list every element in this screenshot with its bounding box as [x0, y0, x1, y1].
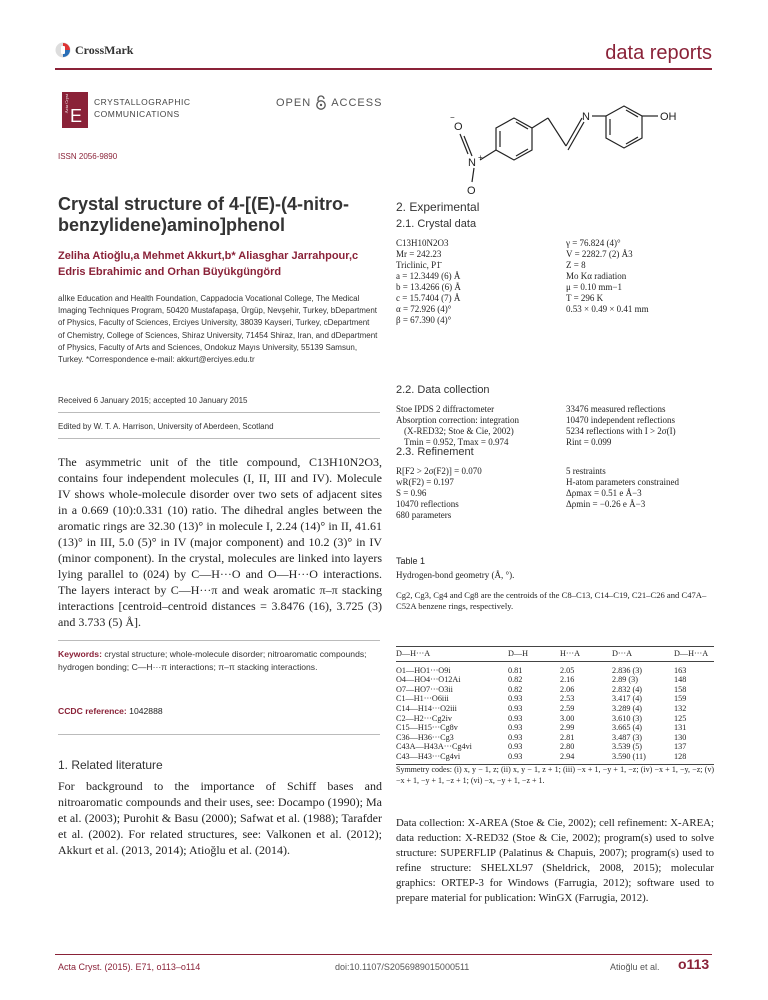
- software-note: Data collection: X-AREA (Stoe & Cie, 2002); cell refinement: X-AREA; data reduction: X-RED32 (Stoe & Cie, 2002); program(s) used to solve structure: SUPERFLIP (Palatinus & Chapuis, 2007); program(s) used to refine structure: SHELXL97 (Sheldrick, 2008, 2015); molecular graphics: ORTEP-3 for Windows (Farrugia, 2012); software used to prepare material for publication: WinGX (Farrugia, 2012).: [396, 817, 714, 904]
- received-dates: Received 6 January 2015; accepted 10 January 2015: [58, 396, 248, 405]
- footer-citation: Acta Cryst. (2015). E71, o113–o114: [58, 962, 201, 972]
- table-cell: 2.832 (4): [612, 684, 643, 694]
- crystal-data-item: Triclinic, P1̄: [396, 260, 441, 270]
- table-cell: 3.539 (5): [612, 742, 643, 752]
- table-cell: 125: [674, 713, 687, 723]
- editor-note: Edited by W. T. A. Harrison, University of Aberdeen, Scotland: [58, 422, 274, 431]
- scheme-label: O: [454, 121, 463, 133]
- keywords-label: Keywords:: [58, 649, 102, 659]
- table-row: [396, 723, 714, 733]
- table-cell: 2.99: [560, 723, 575, 733]
- open-access-word-1: OPEN: [276, 97, 312, 109]
- scheme-label: O: [467, 185, 476, 197]
- keywords: [58, 648, 382, 674]
- crystal-data-heading: 2.1. Crystal data: [396, 218, 477, 230]
- data-collection-item: Stoe IPDS 2 diffractometer: [396, 404, 495, 414]
- refinement-item: R[F2 > 2σ(F2)] = 0.070: [396, 466, 482, 476]
- table-cell: 2.89 (3): [612, 675, 638, 685]
- table-cell: 3.665 (4): [612, 723, 643, 733]
- data-collection-item: Tmin = 0.952, Tmax = 0.974: [404, 437, 509, 447]
- table-row: [396, 675, 714, 685]
- table-row: [396, 704, 714, 714]
- crystal-data-item: b = 13.4266 (6) Å: [396, 282, 461, 292]
- table-caption: Hydrogen-bond geometry (Å, °).: [396, 570, 515, 580]
- article-title: Crystal structure of 4-[(E)-(4-nitro-benzylidene)amino]phenol: [58, 194, 350, 235]
- affiliations: aİlke Education and Health Foundation, Cappadocia Vocational College, The Medical Imaging Techniques Program, 50420 Mustafapaşa, Ürgüp, Nevşehir, Turkey, bDepartment of Physics, Faculty of Sciences, Erciyes University, 38039 Kayseri, Turkey, cDepartment of Chemistry, College of Sciences, Shiraz University, 71454 Shiraz, Iran, and dDepartment of Physics, Faculty of Arts and Sciences, Ondokuz Mayıs University, 55139 Samsun, Turkey. *Correspondence e-mail: akkurt@erciyes.edu.tr: [58, 294, 378, 365]
- table-row: [396, 752, 714, 764]
- issn: ISSN 2056-9890: [58, 152, 118, 161]
- chemical-structure-scheme: [396, 90, 696, 202]
- open-access-icon: [315, 95, 327, 111]
- table-cell: O4—HO4···O12Ai: [396, 675, 461, 685]
- header-rule: [55, 68, 712, 70]
- table-cell: 3.289 (4): [612, 703, 643, 713]
- table-cell: 0.93: [508, 713, 523, 723]
- refinement-item: Δρmax = 0.51 e Å−3: [566, 488, 642, 498]
- table-row: [396, 742, 714, 752]
- section-title: data reports: [605, 42, 712, 64]
- table-cell: C43A—H43A···Cg4vi: [396, 742, 472, 752]
- crystal-data-item: γ = 76.824 (4)°: [566, 238, 621, 248]
- refinement-item: Δρmin = −0.26 e Å−3: [566, 499, 646, 509]
- crystal-data-item: Mo Kα radiation: [566, 271, 627, 281]
- table-cell: 3.610 (3): [612, 713, 643, 723]
- crystal-data-item: μ = 0.10 mm−1: [566, 282, 622, 292]
- divider: [58, 438, 380, 439]
- author-line-1: Zeliha Atioğlu,a Mehmet Akkurt,b* Aliasghar Jarrahpour,c: [58, 250, 359, 262]
- crystal-data-right: [566, 238, 649, 315]
- page-number: o113: [678, 956, 710, 972]
- crystal-data-item: c = 15.7404 (7) Å: [396, 293, 461, 303]
- table-cell: 2.80: [560, 742, 575, 752]
- table-cell: 3.417 (4): [612, 694, 643, 704]
- table-cell: 159: [674, 694, 687, 704]
- table-cell: 2.94: [560, 752, 612, 764]
- refinement-item: 10470 reflections: [396, 499, 459, 509]
- table-cell: 3.487 (3): [612, 732, 643, 742]
- journal-name-line-2: COMMUNICATIONS: [94, 109, 180, 119]
- data-collection-item: (X-RED32; Stoe & Cie, 2002): [404, 426, 514, 436]
- hydrogen-bond-table: [396, 646, 714, 765]
- table-header-cell: D—H···A: [396, 647, 508, 662]
- crystal-data-item: 0.53 × 0.49 × 0.41 mm: [566, 304, 649, 314]
- refinement-item: H-atom parameters constrained: [566, 477, 679, 487]
- data-collection-left: [396, 404, 519, 448]
- table-row: [396, 661, 714, 675]
- crystal-data-item: T = 296 K: [566, 293, 604, 303]
- refinement-left: [396, 466, 482, 521]
- table-cell: 0.93: [508, 752, 560, 764]
- open-access-label: [276, 95, 382, 111]
- refinement-item: wR(F2) = 0.197: [396, 477, 454, 487]
- table-cell: 130: [674, 732, 687, 742]
- data-collection-item: 5234 reflections with I > 2σ(I): [566, 426, 676, 436]
- table-cell: 148: [674, 675, 687, 685]
- table-cell: 3.590 (11): [612, 752, 674, 764]
- crystal-data-item: Z = 8: [566, 260, 586, 270]
- data-collection-item: 10470 independent reflections: [566, 415, 675, 425]
- refinement-item: S = 0.96: [396, 488, 427, 498]
- author-list: [58, 248, 378, 280]
- data-collection-heading: 2.2. Data collection: [396, 384, 490, 396]
- ccdc-reference: [58, 706, 163, 716]
- table-cell: C36—H36···Cg3: [396, 732, 454, 742]
- table-cell: O1—HO1···O9i: [396, 665, 451, 675]
- abstract: The asymmetric unit of the title compound, C13H10N2O3, contains four independent molecules (I, II, III and IV). Molecule IV shows whole-molecule disorder over two sets of adjacent sites in a 0.669 (10):0.331 (10) ratio. The dihedral angles between the aromatic rings are 32.30 (13)° in molecule I, 2.24 (14)° in II, 41.61 (13)° in III, 5.0 (5)° in IV (major component) and 10.2 (3)° in IV (minor component). In the crystal, molecules are linked into layers lying parallel to (024) by C—H···O and O—H···O interactions. The layers interact by C—H···π and weak aromatic π–π stacking interactions [centroid–centroid distances = 3.8476 (16), 3.725 (3) and 3.733 (5) Å].: [58, 455, 382, 629]
- crossmark-icon: [55, 42, 71, 58]
- crystal-data-item: β = 67.390 (4)°: [396, 315, 452, 325]
- table-cell: 0.82: [508, 675, 523, 685]
- crossmark-label: CrossMark: [75, 42, 134, 57]
- footer-author: Atioğlu et al.: [610, 962, 660, 972]
- ccdc-label: CCDC reference:: [58, 706, 127, 716]
- footer-rule: [55, 954, 712, 955]
- table-cell: C1—H1···O6iii: [396, 694, 449, 704]
- table-cell: C43—H43···Cg4vi: [396, 752, 508, 764]
- data-collection-right: [566, 404, 676, 448]
- ccdc-number: 1042888: [129, 706, 163, 716]
- author-line-2: Edris Ebrahimic and Orhan Büyükgüngörd: [58, 266, 282, 278]
- table-cell: 0.82: [508, 684, 523, 694]
- divider: [58, 640, 380, 641]
- symmetry-codes: Symmetry codes: (i) x, y − 1, z; (ii) x, y − 1, z + 1; (iii) −x + 1, −y + 1, −z; (iv) −x + 1, −y, −z; (v) −x + 1, −y + 1, −z + 1; (vi) −x, −y + 1, −z + 1.: [396, 765, 714, 785]
- table-row: [396, 685, 714, 695]
- table-header-row: [396, 647, 714, 662]
- table-cell: 0.81: [508, 665, 523, 675]
- scheme-label: −: [450, 113, 455, 122]
- keywords-text: crystal structure; whole-molecule disorder; nitroaromatic compounds; hydrogen bonding; C—H···π interactions; π–π stacking interactions.: [58, 649, 367, 672]
- table-cell: 2.59: [560, 703, 575, 713]
- journal-badge-small: Acta Cryst: [64, 94, 69, 114]
- crystal-data-item: C13H10N2O3: [396, 238, 449, 248]
- experimental-heading: 2. Experimental: [396, 200, 480, 214]
- table-cell: 2.05: [560, 665, 575, 675]
- table-note: Cg2, Cg3, Cg4 and Cg8 are the centroids of the C8–C13, C14–C19, C21–C26 and C47A–C52A benzene rings, respectively.: [396, 590, 707, 611]
- data-collection-item: Absorption correction: integration: [396, 415, 519, 425]
- scheme-label: +: [478, 153, 483, 162]
- table-row: [396, 733, 714, 743]
- crystal-data-item: a = 12.3449 (6) Å: [396, 271, 461, 281]
- table-row: [396, 694, 714, 704]
- scheme-label: OH: [660, 111, 677, 123]
- crystal-data-item: Mr = 242.23: [396, 249, 442, 259]
- divider: [58, 734, 380, 735]
- crystal-data-left: [396, 238, 461, 326]
- table-cell: C2—H2···Cg2iv: [396, 713, 452, 723]
- table-cell: 163: [674, 665, 687, 675]
- crystal-data-item: V = 2282.7 (2) Å3: [566, 249, 633, 259]
- table-cell: 0.93: [508, 723, 523, 733]
- table-cell: 128: [674, 752, 714, 764]
- table-cell: 0.93: [508, 742, 523, 752]
- table-cell: C14—H14···O2iii: [396, 703, 457, 713]
- open-access-word-2: ACCESS: [331, 97, 383, 109]
- table-row: [396, 714, 714, 724]
- table-cell: 2.16: [560, 675, 575, 685]
- crossmark-link[interactable]: [55, 42, 133, 58]
- scheme-label: N: [582, 111, 590, 123]
- table-cell: 131: [674, 723, 687, 733]
- table-title: Table 1: [396, 556, 426, 566]
- table-cell: 137: [674, 742, 687, 752]
- table-cell: O7—HO7···O3ii: [396, 684, 453, 694]
- related-literature-text: For background to the importance of Schiff bases and nitroaromatic compounds and their uses, see: Docampo (1990); Ma et al. (2003); Purohit & Basu (2000); Safwat et al. (1988); Tarafder et al. (2002). For related structures, see: Valkonen et al. (2012); Akkurt et al. (2013, 2014); Atioğlu et al. (2014).: [58, 779, 382, 857]
- refinement-item: 5 restraints: [566, 466, 606, 476]
- table-header-cell: H···A: [560, 647, 612, 662]
- table-cell: C15—H15···Cg8v: [396, 723, 458, 733]
- journal-badge-letter: E: [70, 106, 83, 126]
- table-cell: 0.93: [508, 732, 523, 742]
- footer-doi[interactable]: doi:10.1107/S2056989015000511: [335, 962, 470, 972]
- journal-name: [94, 96, 191, 120]
- table-header-cell: D···A: [612, 647, 674, 662]
- divider: [58, 412, 380, 413]
- table-cell: 132: [674, 703, 687, 713]
- scheme-label: N: [468, 157, 476, 169]
- data-collection-item: Rint = 0.099: [566, 437, 612, 447]
- refinement-right: [566, 466, 679, 510]
- table-cell: 2.06: [560, 684, 575, 694]
- data-collection-item: 33476 measured reflections: [566, 404, 666, 414]
- refinement-item: 680 parameters: [396, 510, 452, 520]
- journal-badge: [62, 92, 88, 128]
- table-header-cell: D—H: [508, 647, 560, 662]
- table-cell: 0.93: [508, 694, 523, 704]
- table-cell: 3.00: [560, 713, 575, 723]
- table-header-cell: D—H···A: [674, 647, 714, 662]
- journal-name-line-1: CRYSTALLOGRAPHIC: [94, 97, 191, 107]
- table-cell: 2.836 (3): [612, 665, 643, 675]
- crystal-data-item: α = 72.926 (4)°: [396, 304, 452, 314]
- table-cell: 2.53: [560, 694, 575, 704]
- related-literature-heading: 1. Related literature: [58, 758, 163, 772]
- refinement-heading: 2.3. Refinement: [396, 446, 474, 458]
- table-cell: 2.81: [560, 732, 575, 742]
- table-cell: 158: [674, 684, 687, 694]
- table-cell: 0.93: [508, 703, 523, 713]
